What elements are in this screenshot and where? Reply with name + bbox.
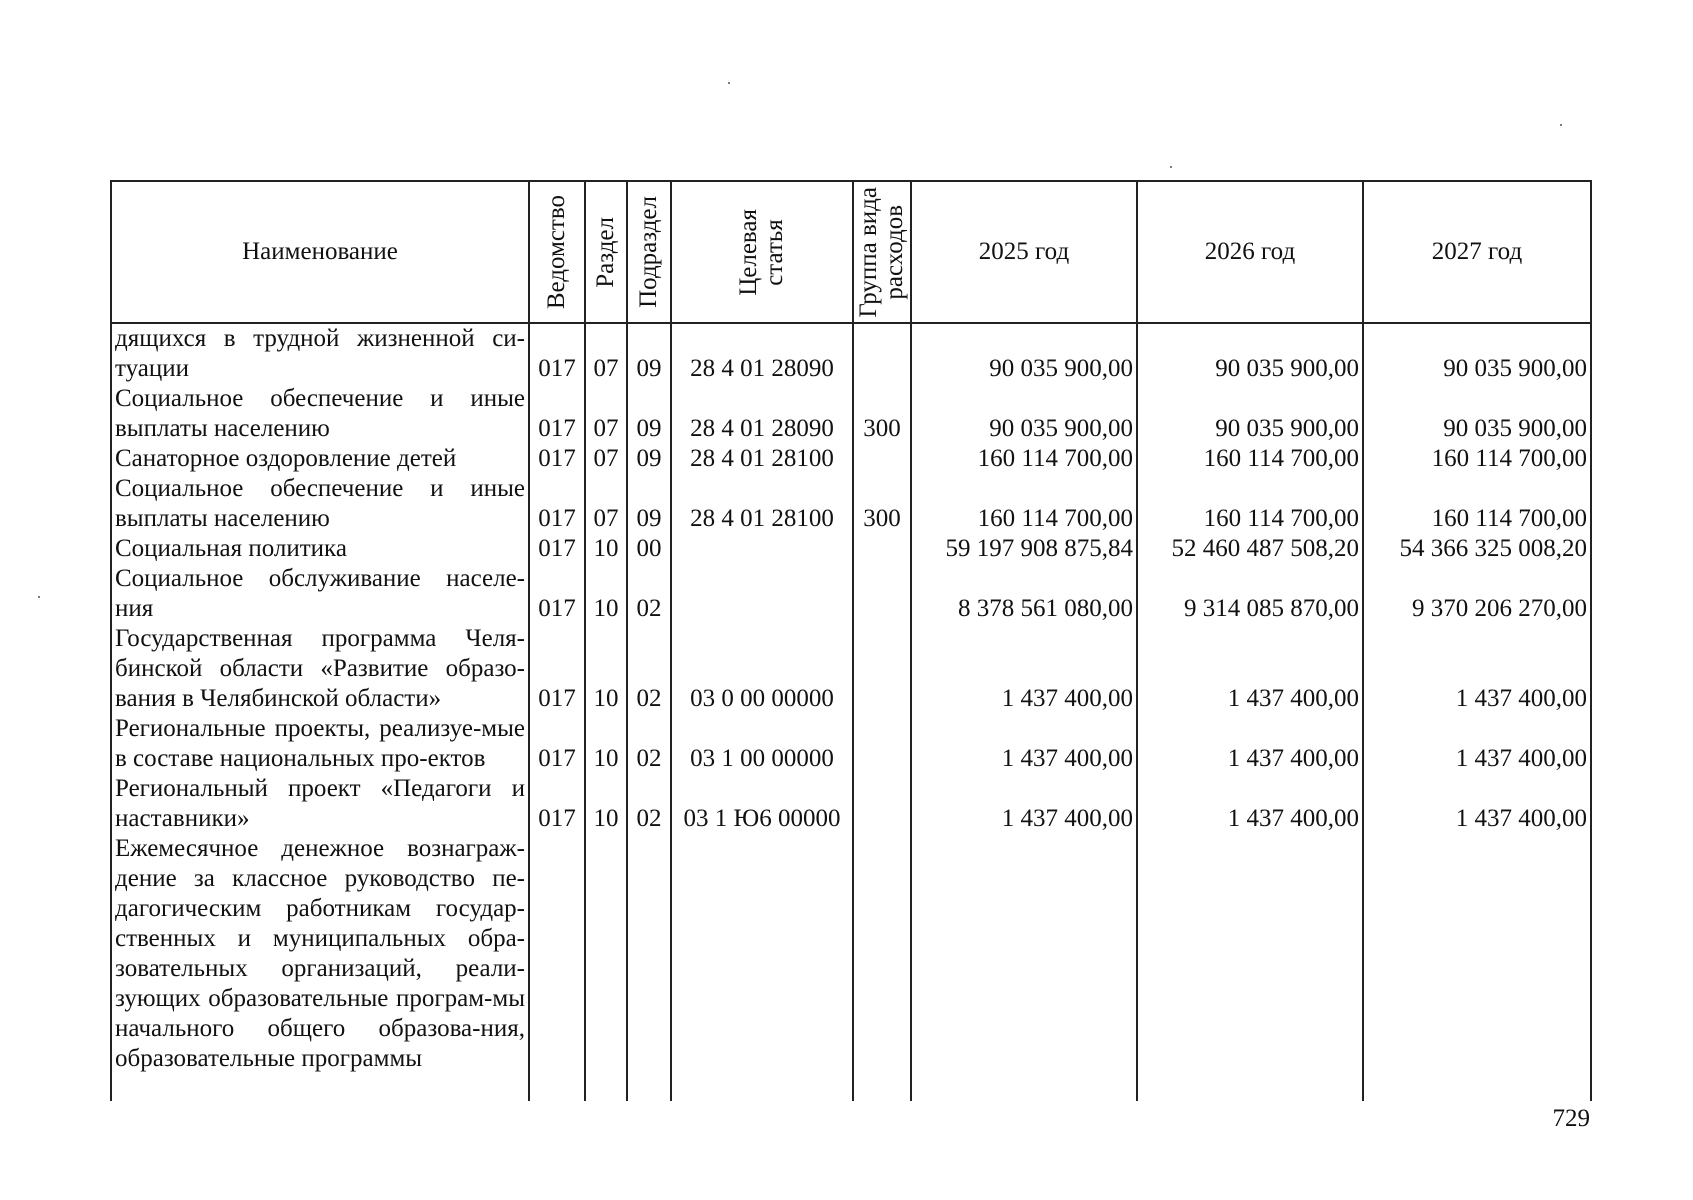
row-name: Санаторное оздоровление детей xyxy=(111,444,529,474)
header-subsection-label: Подраздел xyxy=(635,196,662,308)
row-section: 10 xyxy=(585,564,627,624)
row-2027 xyxy=(1363,834,1591,1101)
header-section xyxy=(585,181,627,323)
row-name: Государственная программа Челя-бинской области «Развитие образо-вания в Челябинской области» xyxy=(111,624,529,714)
row-dept xyxy=(529,834,585,1101)
row-2025: 1 437 400,00 xyxy=(911,624,1137,714)
row-name: Социальное обслуживание населе-ния xyxy=(111,564,529,624)
row-2025 xyxy=(911,834,1137,1101)
row-2026: 52 460 487 508,20 xyxy=(1137,534,1363,564)
row-subsection: 09 xyxy=(627,323,671,384)
row-2027: 160 114 700,00 xyxy=(1363,444,1591,474)
row-subsection: 00 xyxy=(627,534,671,564)
row-name: Региональный проект «Педагоги и наставники» xyxy=(111,774,529,834)
row-section: 10 xyxy=(585,624,627,714)
table-row xyxy=(111,714,1591,774)
header-section-label: Раздел xyxy=(592,216,619,288)
row-dept: 017 xyxy=(529,534,585,564)
row-group: 300 xyxy=(853,474,911,534)
row-group xyxy=(853,624,911,714)
scan-speck xyxy=(1170,166,1172,168)
header-2025: 2025 год xyxy=(911,181,1137,323)
row-2027: 160 114 700,00 xyxy=(1363,474,1591,534)
row-2027: 54 366 325 008,20 xyxy=(1363,534,1591,564)
header-target-label: Целевая статья xyxy=(735,208,788,296)
header-target xyxy=(671,181,853,323)
scan-speck xyxy=(728,82,730,84)
row-dept: 017 xyxy=(529,323,585,384)
row-section xyxy=(585,834,627,1101)
page-number: 729 xyxy=(1552,1105,1590,1132)
row-2025: 160 114 700,00 xyxy=(911,444,1137,474)
row-target: 03 1 Ю6 00000 xyxy=(671,774,853,834)
row-2027: 1 437 400,00 xyxy=(1363,714,1591,774)
row-dept: 017 xyxy=(529,774,585,834)
header-dept-label: Ведомство xyxy=(543,194,570,310)
row-2026: 1 437 400,00 xyxy=(1137,714,1363,774)
row-target xyxy=(671,564,853,624)
header-group xyxy=(853,181,911,323)
row-2025: 160 114 700,00 xyxy=(911,474,1137,534)
row-subsection: 02 xyxy=(627,624,671,714)
header-group-label: Группа вида расходов xyxy=(855,186,908,318)
row-subsection: 02 xyxy=(627,714,671,774)
row-name: Ежемесячное денежное вознаграж-дение за классное руководство пе-дагогическим работникам государ-ственных и муниципальных обра-зовательных организаций, реали-зующих образовательные програм-мы начального общего образова-ния, образовательные программы xyxy=(111,834,529,1101)
table-row xyxy=(111,624,1591,714)
row-section: 10 xyxy=(585,774,627,834)
row-group xyxy=(853,774,911,834)
row-target: 03 0 00 00000 xyxy=(671,624,853,714)
row-dept: 017 xyxy=(529,564,585,624)
row-group xyxy=(853,564,911,624)
row-name: дящихся в трудной жизненной си-туации xyxy=(111,323,529,384)
row-dept: 017 xyxy=(529,474,585,534)
row-2026: 90 035 900,00 xyxy=(1137,323,1363,384)
row-2026: 90 035 900,00 xyxy=(1137,384,1363,444)
row-2027: 90 035 900,00 xyxy=(1363,384,1591,444)
table-row xyxy=(111,534,1591,564)
row-section: 07 xyxy=(585,444,627,474)
row-section: 07 xyxy=(585,384,627,444)
row-name: Социальная политика xyxy=(111,534,529,564)
row-subsection xyxy=(627,834,671,1101)
row-group xyxy=(853,534,911,564)
row-2026: 1 437 400,00 xyxy=(1137,624,1363,714)
row-dept: 017 xyxy=(529,444,585,474)
row-section: 07 xyxy=(585,323,627,384)
row-2025: 1 437 400,00 xyxy=(911,714,1137,774)
row-2026: 160 114 700,00 xyxy=(1137,444,1363,474)
row-subsection: 09 xyxy=(627,444,671,474)
row-2027: 1 437 400,00 xyxy=(1363,624,1591,714)
row-dept: 017 xyxy=(529,624,585,714)
row-2025: 1 437 400,00 xyxy=(911,774,1137,834)
row-2026 xyxy=(1137,834,1363,1101)
row-2026: 1 437 400,00 xyxy=(1137,774,1363,834)
row-target: 28 4 01 28090 xyxy=(671,384,853,444)
row-subsection: 09 xyxy=(627,384,671,444)
row-2025: 90 035 900,00 xyxy=(911,323,1137,384)
table-row xyxy=(111,384,1591,444)
row-2026: 160 114 700,00 xyxy=(1137,474,1363,534)
row-group xyxy=(853,323,911,384)
table-row xyxy=(111,444,1591,474)
table-row xyxy=(111,834,1591,1101)
row-target: 28 4 01 28100 xyxy=(671,444,853,474)
row-2025: 8 378 561 080,00 xyxy=(911,564,1137,624)
scan-speck xyxy=(38,596,40,598)
row-dept: 017 xyxy=(529,384,585,444)
header-2027: 2027 год xyxy=(1363,181,1591,323)
row-target: 28 4 01 28090 xyxy=(671,323,853,384)
table-row xyxy=(111,474,1591,534)
row-group xyxy=(853,834,911,1101)
row-2027: 1 437 400,00 xyxy=(1363,774,1591,834)
table-row xyxy=(111,323,1591,384)
header-2026: 2026 год xyxy=(1137,181,1363,323)
row-name: Региональные проекты, реализуе-мые в составе национальных про-ектов xyxy=(111,714,529,774)
header-subsection xyxy=(627,181,671,323)
row-2027: 9 370 206 270,00 xyxy=(1363,564,1591,624)
row-section: 10 xyxy=(585,714,627,774)
header-dept xyxy=(529,181,585,323)
scan-speck xyxy=(1560,124,1562,126)
row-name: Социальное обеспечение и иные выплаты населению xyxy=(111,474,529,534)
row-subsection: 09 xyxy=(627,474,671,534)
row-2025: 90 035 900,00 xyxy=(911,384,1137,444)
row-2027: 90 035 900,00 xyxy=(1363,323,1591,384)
row-target xyxy=(671,834,853,1101)
budget-page xyxy=(110,180,1590,1107)
row-name: Социальное обеспечение и иные выплаты населению xyxy=(111,384,529,444)
row-2026: 9 314 085 870,00 xyxy=(1137,564,1363,624)
row-2025: 59 197 908 875,84 xyxy=(911,534,1137,564)
row-section: 10 xyxy=(585,534,627,564)
row-target xyxy=(671,534,853,564)
row-target: 03 1 00 00000 xyxy=(671,714,853,774)
row-group xyxy=(853,444,911,474)
table-row xyxy=(111,564,1591,624)
row-subsection: 02 xyxy=(627,564,671,624)
header-name: Наименование xyxy=(111,181,529,323)
header-row xyxy=(111,181,1591,323)
table-row xyxy=(111,774,1591,834)
row-group: 300 xyxy=(853,384,911,444)
row-subsection: 02 xyxy=(627,774,671,834)
row-section: 07 xyxy=(585,474,627,534)
row-target: 28 4 01 28100 xyxy=(671,474,853,534)
budget-table xyxy=(110,180,1592,1101)
row-dept: 017 xyxy=(529,714,585,774)
row-group xyxy=(853,714,911,774)
